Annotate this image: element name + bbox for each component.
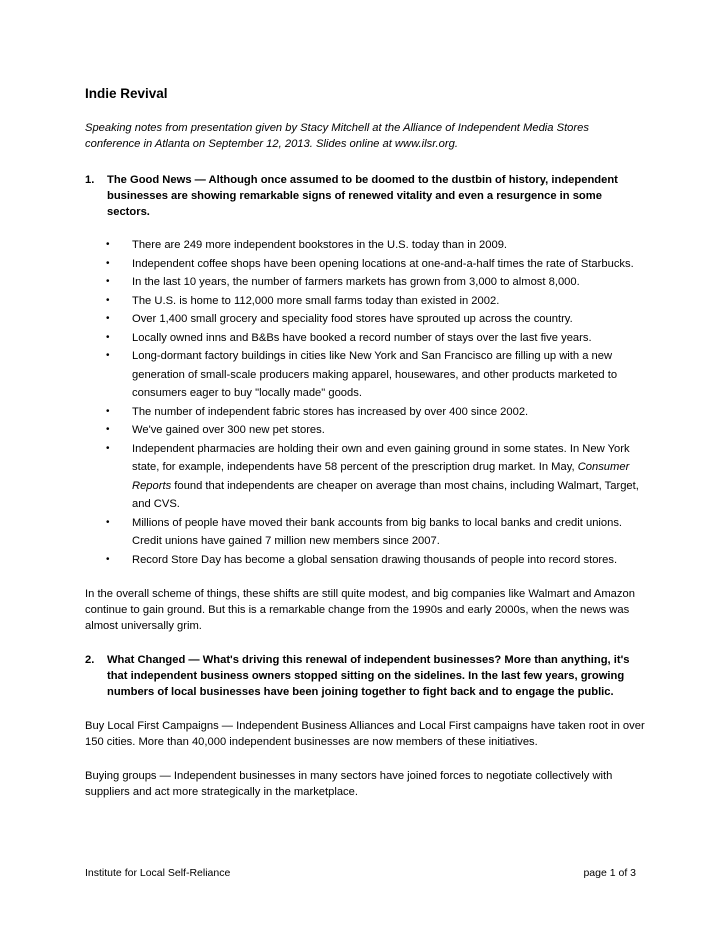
paragraph-buying-groups: Buying groups — Independent businesses in many sectors have joined forces to negotiate collectively with suppliers and act more strategically in the marketplace. <box>85 770 613 798</box>
paragraph-overall-scheme: In the overall scheme of things, these shifts are still quite modest, and big companies like Walmart and Amazon continue to gain ground. But this is a remarkable change from the 1990s and early 2000s, when the news was almost universally grim. <box>85 588 635 632</box>
bullet-icon: • <box>106 257 110 269</box>
list-item: • Long-dormant factory buildings in cities like New York and San Francisco are filling up with a new generation of small-scale producers making apparel, housewares, and other products marketed to consumers eager to buy "locally made" goods. <box>85 347 645 403</box>
list-item: • The number of independent fabric stores has increased by over 400 since 2002. <box>85 403 645 422</box>
section-2-text: What Changed — What's driving this renewal of independent businesses? More than anything, it's that independent business owners stopped sitting on the sidelines. In the last few years, growing numbers of local businesses have been joining together to fight back and to engage the public. <box>107 654 630 698</box>
bullet-icon: • <box>106 276 110 287</box>
list-item: • There are 249 more independent bookstores in the U.S. today than in 2009. <box>85 236 645 255</box>
bullet-icon: • <box>106 331 110 343</box>
footer-page-number: page 1 of 3 <box>583 867 636 879</box>
section-2-number: 2. <box>85 654 95 666</box>
bullet-icon: • <box>106 424 110 435</box>
bullet-icon: • <box>106 516 110 528</box>
bullet-icon: • <box>106 294 110 306</box>
intro-note: Speaking notes from presentation given by Stacy Mitchell at the Alliance of Independent Media Stores conference in Atlanta on September 12, 2013. Slides online at www.ilsr.org. <box>85 122 589 150</box>
publication-title: Consumer Reports <box>132 461 630 492</box>
list-item: • Over 1,400 small grocery and speciality food stores have sprouted up across the country. <box>85 310 645 329</box>
bullet-icon: • <box>106 313 110 324</box>
list-item: • Record Store Day has become a global sensation drawing thousands of people into record stores. <box>85 551 645 570</box>
footer-organization: Institute for Local Self-Reliance <box>85 867 231 879</box>
good-news-list <box>85 236 645 569</box>
bullet-icon: • <box>106 405 110 417</box>
bullet-icon: • <box>106 350 110 361</box>
list-item: • In the last 10 years, the number of farmers markets has grown from 3,000 to almost 8,000. <box>85 273 645 292</box>
section-1-text: The Good News — Although once assumed to be doomed to the dustbin of history, independent businesses are showing remarkable signs of renewed vitality and even a resurgence in some sectors. <box>107 174 618 218</box>
paragraph-buy-local: Buy Local First Campaigns — Independent Business Alliances and Local First campaigns have taken root in over 150 cities. More than 40,000 independent businesses are now members of these initiatives. <box>85 720 645 748</box>
document-title: Indie Revival <box>85 86 168 101</box>
list-item: • The U.S. is home to 112,000 more small farms today than existed in 2002. <box>85 292 645 311</box>
list-item: • Locally owned inns and B&Bs have booked a record number of stays over the last five years. <box>85 329 645 348</box>
bullet-icon: • <box>106 442 110 454</box>
section-1-heading <box>85 172 645 220</box>
list-item: • We've gained over 300 new pet stores. <box>85 421 645 440</box>
list-item: • Millions of people have moved their bank accounts from big banks to local banks and credit unions. Credit unions have gained 7 million new members since 2007. <box>85 514 645 551</box>
list-item: • Independent coffee shops have been opening locations at one-and-a-half times the rate of Starbucks. <box>85 255 645 274</box>
bullet-icon: • <box>106 553 110 565</box>
list-item-pharmacies: • Independent pharmacies are holding their own and even gaining ground in some states. In New York state, for example, independents have 58 percent of the prescription drug market. In May, Consumer Reports found that independents are cheaper on average than most chains, including Walmart, Target, and CVS. <box>85 440 645 514</box>
bullet-icon: • <box>106 239 110 250</box>
document-content <box>85 86 645 818</box>
section-2-heading <box>85 652 645 700</box>
section-1-number: 1. <box>85 174 95 186</box>
